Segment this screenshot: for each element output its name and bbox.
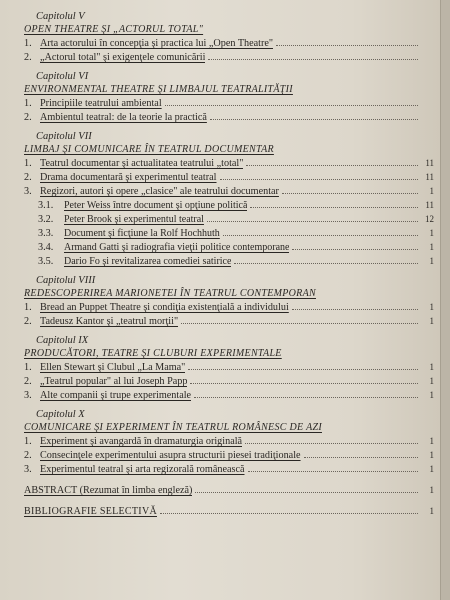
toc-entry bbox=[24, 241, 434, 254]
bibliography-entry bbox=[24, 505, 434, 518]
page-number: 1 bbox=[429, 242, 434, 252]
page-number: 1 bbox=[429, 186, 434, 196]
page-number: 1 bbox=[429, 362, 434, 372]
page-number: 1 bbox=[429, 450, 434, 460]
entry-number: 3.3. bbox=[38, 228, 54, 239]
leader-dots bbox=[181, 323, 418, 324]
leader-dots bbox=[208, 59, 418, 60]
entry-title: Teatrul documentar şi actualitatea teatrului „total" bbox=[40, 158, 244, 169]
entry-title: Consecinţele experimentului asupra structurii piesei tradiţionale bbox=[40, 450, 301, 461]
facing-page-edge bbox=[440, 0, 450, 600]
chapter-title: ENVIRONMENTAL THEATRE ŞI LIMBAJUL TEATRALITĂŢII bbox=[24, 84, 293, 95]
leader-dots bbox=[304, 457, 418, 458]
page-number: 1 bbox=[429, 464, 434, 474]
entry-number: 2. bbox=[24, 316, 32, 327]
leader-dots bbox=[195, 492, 418, 493]
entry-title: Armand Gatti şi radiografia vieţii politice contemporane bbox=[64, 242, 290, 253]
entry-number: 3.4. bbox=[38, 242, 54, 253]
leader-dots bbox=[245, 443, 418, 444]
entry-title: Drama documentară şi experimentul teatral bbox=[40, 172, 217, 183]
chapter-number: Capitolul VI bbox=[36, 71, 89, 82]
entry-title: Dario Fo şi revitalizarea comediei satirice bbox=[64, 256, 232, 267]
chapter-title: REDESCOPERIREA MARIONETEI ÎN TEATRUL CONTEMPORAN bbox=[24, 288, 316, 299]
chapter-section bbox=[24, 130, 434, 268]
leader-dots bbox=[292, 309, 418, 310]
chapter-number: Capitolul VII bbox=[36, 131, 92, 142]
chapter-title: PRODUCĂTORI, TEATRE ŞI CLUBURI EXPERIMENTALE bbox=[24, 348, 282, 359]
toc-entry bbox=[24, 171, 434, 184]
toc-entry bbox=[24, 227, 434, 240]
leader-dots bbox=[160, 513, 418, 514]
chapter-title: COMUNICARE ŞI EXPERIMENT ÎN TEATRUL ROMÂNESC DE AZI bbox=[24, 422, 322, 433]
leader-dots bbox=[250, 207, 418, 208]
entry-title: „Teatrul popular" al lui Joseph Papp bbox=[40, 376, 188, 387]
entry-title: Peter Weiss între document şi opţiune politică bbox=[64, 200, 248, 211]
page-number: 12 bbox=[425, 214, 434, 224]
entry-title: Ambientul teatral: de la teorie la practică bbox=[40, 112, 207, 123]
toc-entry bbox=[24, 157, 434, 170]
toc-entry bbox=[24, 375, 434, 388]
page-number: 1 bbox=[429, 485, 434, 495]
page-number: 11 bbox=[425, 158, 434, 168]
page-number: 1 bbox=[429, 376, 434, 386]
leader-dots bbox=[276, 45, 418, 46]
entry-title: Arta actorului în concepţia şi practica lui „Open Theatre" bbox=[40, 38, 274, 49]
entry-title: Peter Brook şi experimentul teatral bbox=[64, 214, 204, 225]
page-number: 1 bbox=[429, 436, 434, 446]
chapter-number: Capitolul IX bbox=[36, 335, 89, 346]
leader-dots bbox=[292, 249, 418, 250]
toc-entry bbox=[24, 389, 434, 402]
entry-title: Experiment şi avangardă în dramaturgia originală bbox=[40, 436, 243, 447]
entry-number: 1. bbox=[24, 436, 32, 447]
page-number: 11 bbox=[425, 172, 434, 182]
leader-dots bbox=[220, 179, 418, 180]
entry-title: Alte companii şi trupe experimentale bbox=[40, 390, 192, 401]
leader-dots bbox=[190, 383, 418, 384]
toc-entry bbox=[24, 37, 434, 50]
leader-dots bbox=[165, 105, 418, 106]
chapter-title: OPEN THEATRE ŞI „ACTORUL TOTAL" bbox=[24, 24, 204, 35]
leader-dots bbox=[223, 235, 418, 236]
entry-number: 2. bbox=[24, 450, 32, 461]
entry-number: 3.2. bbox=[38, 214, 54, 225]
leader-dots bbox=[248, 471, 419, 472]
chapter-section bbox=[24, 10, 434, 64]
toc-entry bbox=[24, 213, 434, 226]
leader-dots bbox=[188, 369, 418, 370]
entry-title: Tadeusz Kantor şi „teatrul morţii" bbox=[40, 316, 179, 327]
table-of-contents bbox=[24, 10, 434, 519]
entry-number: 1. bbox=[24, 302, 32, 313]
entry-title: Ellen Stewart şi Clubul „La Mama" bbox=[40, 362, 186, 373]
entry-number: 3. bbox=[24, 390, 32, 401]
abstract-entry bbox=[24, 484, 434, 497]
chapter-section bbox=[24, 408, 434, 476]
entry-title: Document şi ficţiune la Rolf Hochhuth bbox=[64, 228, 220, 239]
leader-dots bbox=[210, 119, 418, 120]
toc-entry bbox=[24, 435, 434, 448]
toc-entry bbox=[24, 463, 434, 476]
toc-entry bbox=[24, 255, 434, 268]
chapter-number: Capitolul V bbox=[36, 11, 85, 22]
page-number: 1 bbox=[429, 316, 434, 326]
page-number: 1 bbox=[429, 390, 434, 400]
toc-entry bbox=[24, 199, 434, 212]
toc-entry bbox=[24, 301, 434, 314]
chapter-number: Capitolul VIII bbox=[36, 275, 96, 286]
chapter-section bbox=[24, 70, 434, 124]
chapter-section bbox=[24, 334, 434, 402]
chapter-title: LIMBAJ ŞI COMUNICARE ÎN TEATRUL DOCUMENTAR bbox=[24, 144, 274, 155]
chapter-section bbox=[24, 274, 434, 328]
leader-dots bbox=[234, 263, 418, 264]
entry-number: 3. bbox=[24, 464, 32, 475]
toc-entry bbox=[24, 449, 434, 462]
chapter-number: Capitolul X bbox=[36, 409, 85, 420]
toc-entry bbox=[24, 185, 434, 198]
entry-title: Principiile teatrului ambiental bbox=[40, 98, 162, 109]
toc-entry bbox=[24, 51, 434, 64]
entry-title: ABSTRACT (Rezumat în limba engleză) bbox=[24, 485, 193, 496]
entry-title: Bread an Puppet Theatre şi condiţia existenţială a individului bbox=[40, 302, 289, 313]
page-number: 1 bbox=[429, 506, 434, 516]
page-number: 1 bbox=[429, 228, 434, 238]
entry-number: 2. bbox=[24, 376, 32, 387]
entry-number: 2. bbox=[24, 172, 32, 183]
entry-number: 2. bbox=[24, 52, 32, 63]
page-number: 1 bbox=[429, 302, 434, 312]
toc-entry bbox=[24, 315, 434, 328]
entry-number: 1. bbox=[24, 158, 32, 169]
toc-entry bbox=[24, 361, 434, 374]
leader-dots bbox=[207, 221, 418, 222]
entry-number: 3. bbox=[24, 186, 32, 197]
entry-title: Experimentul teatral şi arta regizorală românească bbox=[40, 464, 245, 475]
page-number: 1 bbox=[429, 256, 434, 266]
leader-dots bbox=[194, 397, 418, 398]
entry-number: 1. bbox=[24, 362, 32, 373]
entry-number: 1. bbox=[24, 98, 32, 109]
entry-title: BIBLIOGRAFIE SELECTIVĂ bbox=[24, 506, 157, 517]
leader-dots bbox=[282, 193, 418, 194]
toc-entry bbox=[24, 111, 434, 124]
entry-title: „Actorul total" şi exigenţele comunicării bbox=[40, 52, 206, 63]
entry-number: 3.1. bbox=[38, 200, 54, 211]
page-number: 11 bbox=[425, 200, 434, 210]
leader-dots bbox=[246, 165, 418, 166]
toc-entry bbox=[24, 97, 434, 110]
entry-number: 3.5. bbox=[38, 256, 54, 267]
entry-title: Regizori, autori şi opere „clasice" ale teatrului documentar bbox=[40, 186, 279, 197]
entry-number: 1. bbox=[24, 38, 32, 49]
entry-number: 2. bbox=[24, 112, 32, 123]
